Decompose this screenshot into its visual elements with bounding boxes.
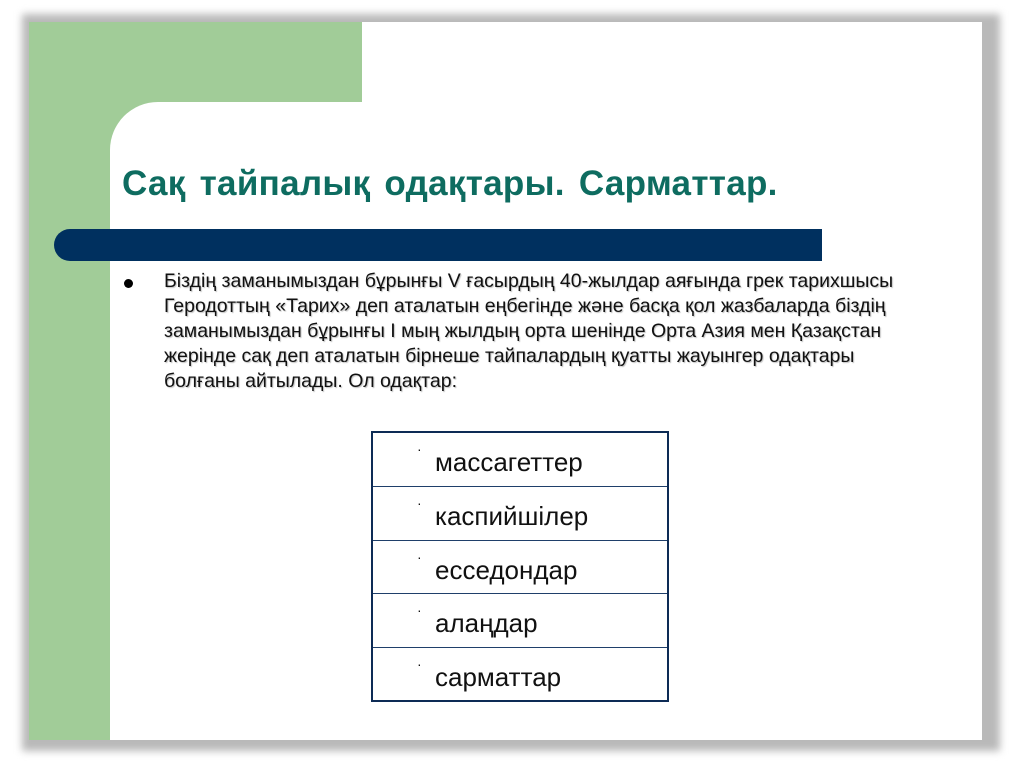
tribe-name: сарматтар [435,661,562,692]
tribes-table [371,431,669,702]
tribe-name: каспийшілер [435,501,589,532]
row-mark: · [417,441,422,457]
tribe-name: есседондар [435,554,578,585]
table-row [373,486,667,539]
row-mark: · [417,495,422,512]
bullet-paragraph: Біздің заманымыздан бұрынғы V ғасырдың 40-жылдар аяғында грек тарихшысы Геродоттың «Тарих» деп аталатын еңбегінде және басқа қол жазбаларда біздің заманымыздан бұрынғы I мың жылдың орта шенінде Орта Азия мен Қазақстан жерінде сақ деп аталатын бірнеше тайпалардың қуатты жауынгер одақтары болғаны айтылады. Ол одақтар: [164,270,894,392]
tribe-name: алаңдар [435,608,538,639]
table-row [373,593,667,646]
slide-title: Сақ тайпалық одақтары. Сарматтар. [122,164,778,203]
row-mark: · [417,655,422,672]
table-row [373,540,667,593]
bullet-dot-icon [124,279,133,288]
tribe-name: массагеттер [435,447,583,477]
table-row [373,647,667,700]
row-mark: · [417,602,422,619]
table-row [373,433,667,486]
slide [29,22,982,740]
row-mark: · [417,548,422,565]
title-underline-bar [54,229,822,261]
